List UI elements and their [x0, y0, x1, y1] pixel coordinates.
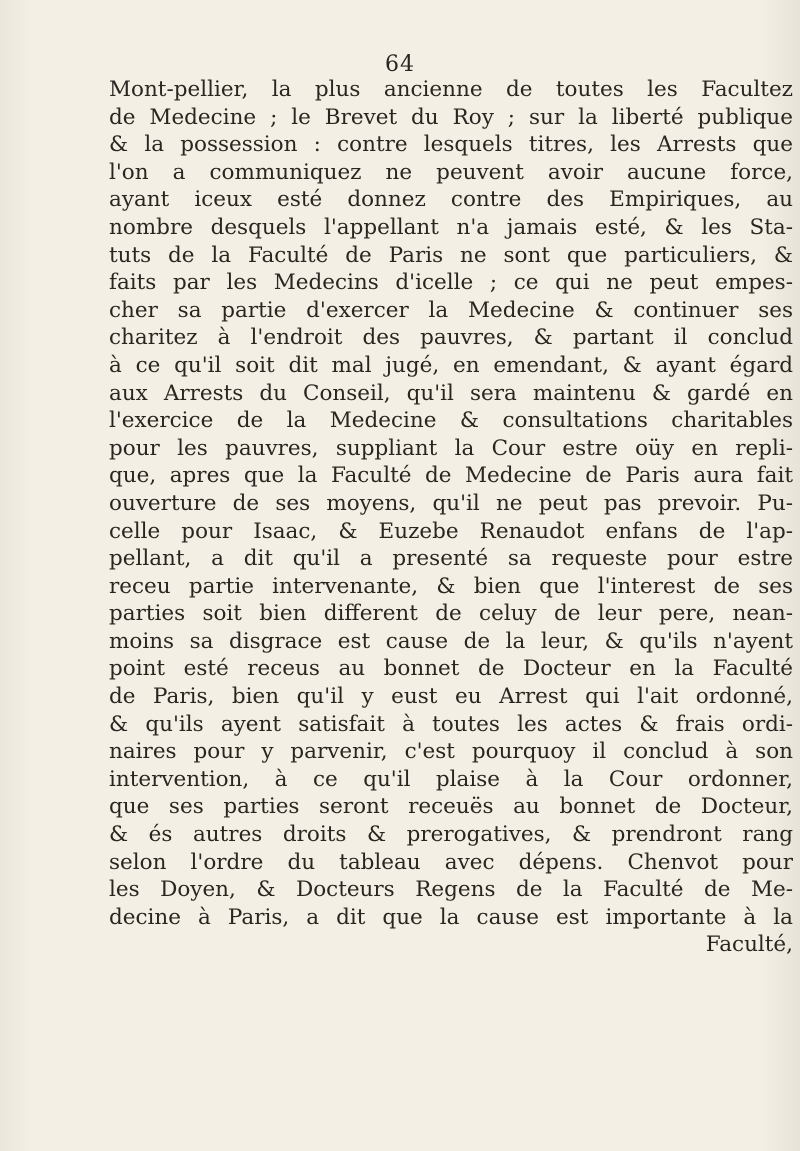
text-line: de Paris, bien qu'il y eust eu Arrest qui l'ait ordonné,: [109, 684, 793, 710]
text-line: & qu'ils ayent satisfait à toutes les actes & frais ordi-: [109, 711, 793, 737]
text-line: pour les pauvres, suppliant la Cour estre oüy en repli-: [109, 435, 793, 461]
text-line: à ce qu'il soit dit mal jugé, en emendant, & ayant égard: [109, 352, 793, 378]
text-line: ayant iceux esté donnez contre des Empiriques, au: [109, 187, 793, 213]
text-line: Mont-pellier, la plus ancienne de toutes les Facultez: [109, 77, 793, 102]
text-line: naires pour y parvenir, c'est pourquoy il conclud à son: [109, 739, 793, 765]
text-line: receu partie intervenante, & bien que l'interest de ses: [109, 573, 793, 599]
text-line: moins sa disgrace est cause de la leur, & qu'ils n'ayent: [109, 628, 793, 654]
catchword: Faculté,: [705, 932, 793, 958]
text-line: charitez à l'endroit des pauvres, & partant il conclud: [109, 325, 793, 351]
text-line: faits par les Medecins d'icelle ; ce qui ne peut empes-: [109, 270, 793, 296]
text-line: les Doyen, & Docteurs Regens de la Faculté de Me-: [109, 877, 793, 903]
text-line: & la possession : contre lesquels titres, les Arrests que: [109, 132, 793, 158]
text-line: l'on a communiquez ne peuvent avoir aucune force,: [109, 159, 793, 185]
text-line: parties soit bien different de celuy de leur pere, nean-: [109, 601, 793, 627]
text-line: celle pour Isaac, & Euzebe Renaudot enfans de l'ap-: [109, 518, 793, 544]
text-line: cher sa partie d'exercer la Medecine & continuer ses: [109, 297, 793, 323]
text-line: intervention, à ce qu'il plaise à la Cour ordonner,: [109, 766, 793, 792]
text-line: l'exercice de la Medecine & consultations charitables: [109, 408, 793, 434]
text-line: aux Arrests du Conseil, qu'il sera maintenu & gardé en: [109, 380, 793, 406]
text-line: ouverture de ses moyens, qu'il ne peut pas prevoir. Pu-: [109, 490, 793, 516]
page-number: 64: [385, 52, 415, 77]
text-line: pellant, a dit qu'il a presenté sa requeste pour estre: [109, 546, 793, 572]
text-line: que ses parties seront receuës au bonnet de Docteur,: [109, 794, 793, 820]
body-text: [109, 76, 793, 959]
text-line: tuts de la Faculté de Paris ne sont que particuliers, &: [109, 242, 793, 268]
text-line: nombre desquels l'appellant n'a jamais esté, & les Sta-: [109, 214, 793, 240]
text-line: & és autres droits & prerogatives, & prendront rang: [109, 822, 793, 848]
text-line: point esté receus au bonnet de Docteur en la Faculté: [109, 656, 793, 682]
text-line: que, apres que la Faculté de Medecine de Paris aura fait: [109, 463, 793, 489]
text-line: selon l'ordre du tableau avec dépens. Chenvot pour: [109, 849, 793, 875]
text-line: de Medecine ; le Brevet du Roy ; sur la liberté publique: [109, 104, 793, 130]
text-line: decine à Paris, a dit que la cause est importante à la: [109, 904, 793, 930]
